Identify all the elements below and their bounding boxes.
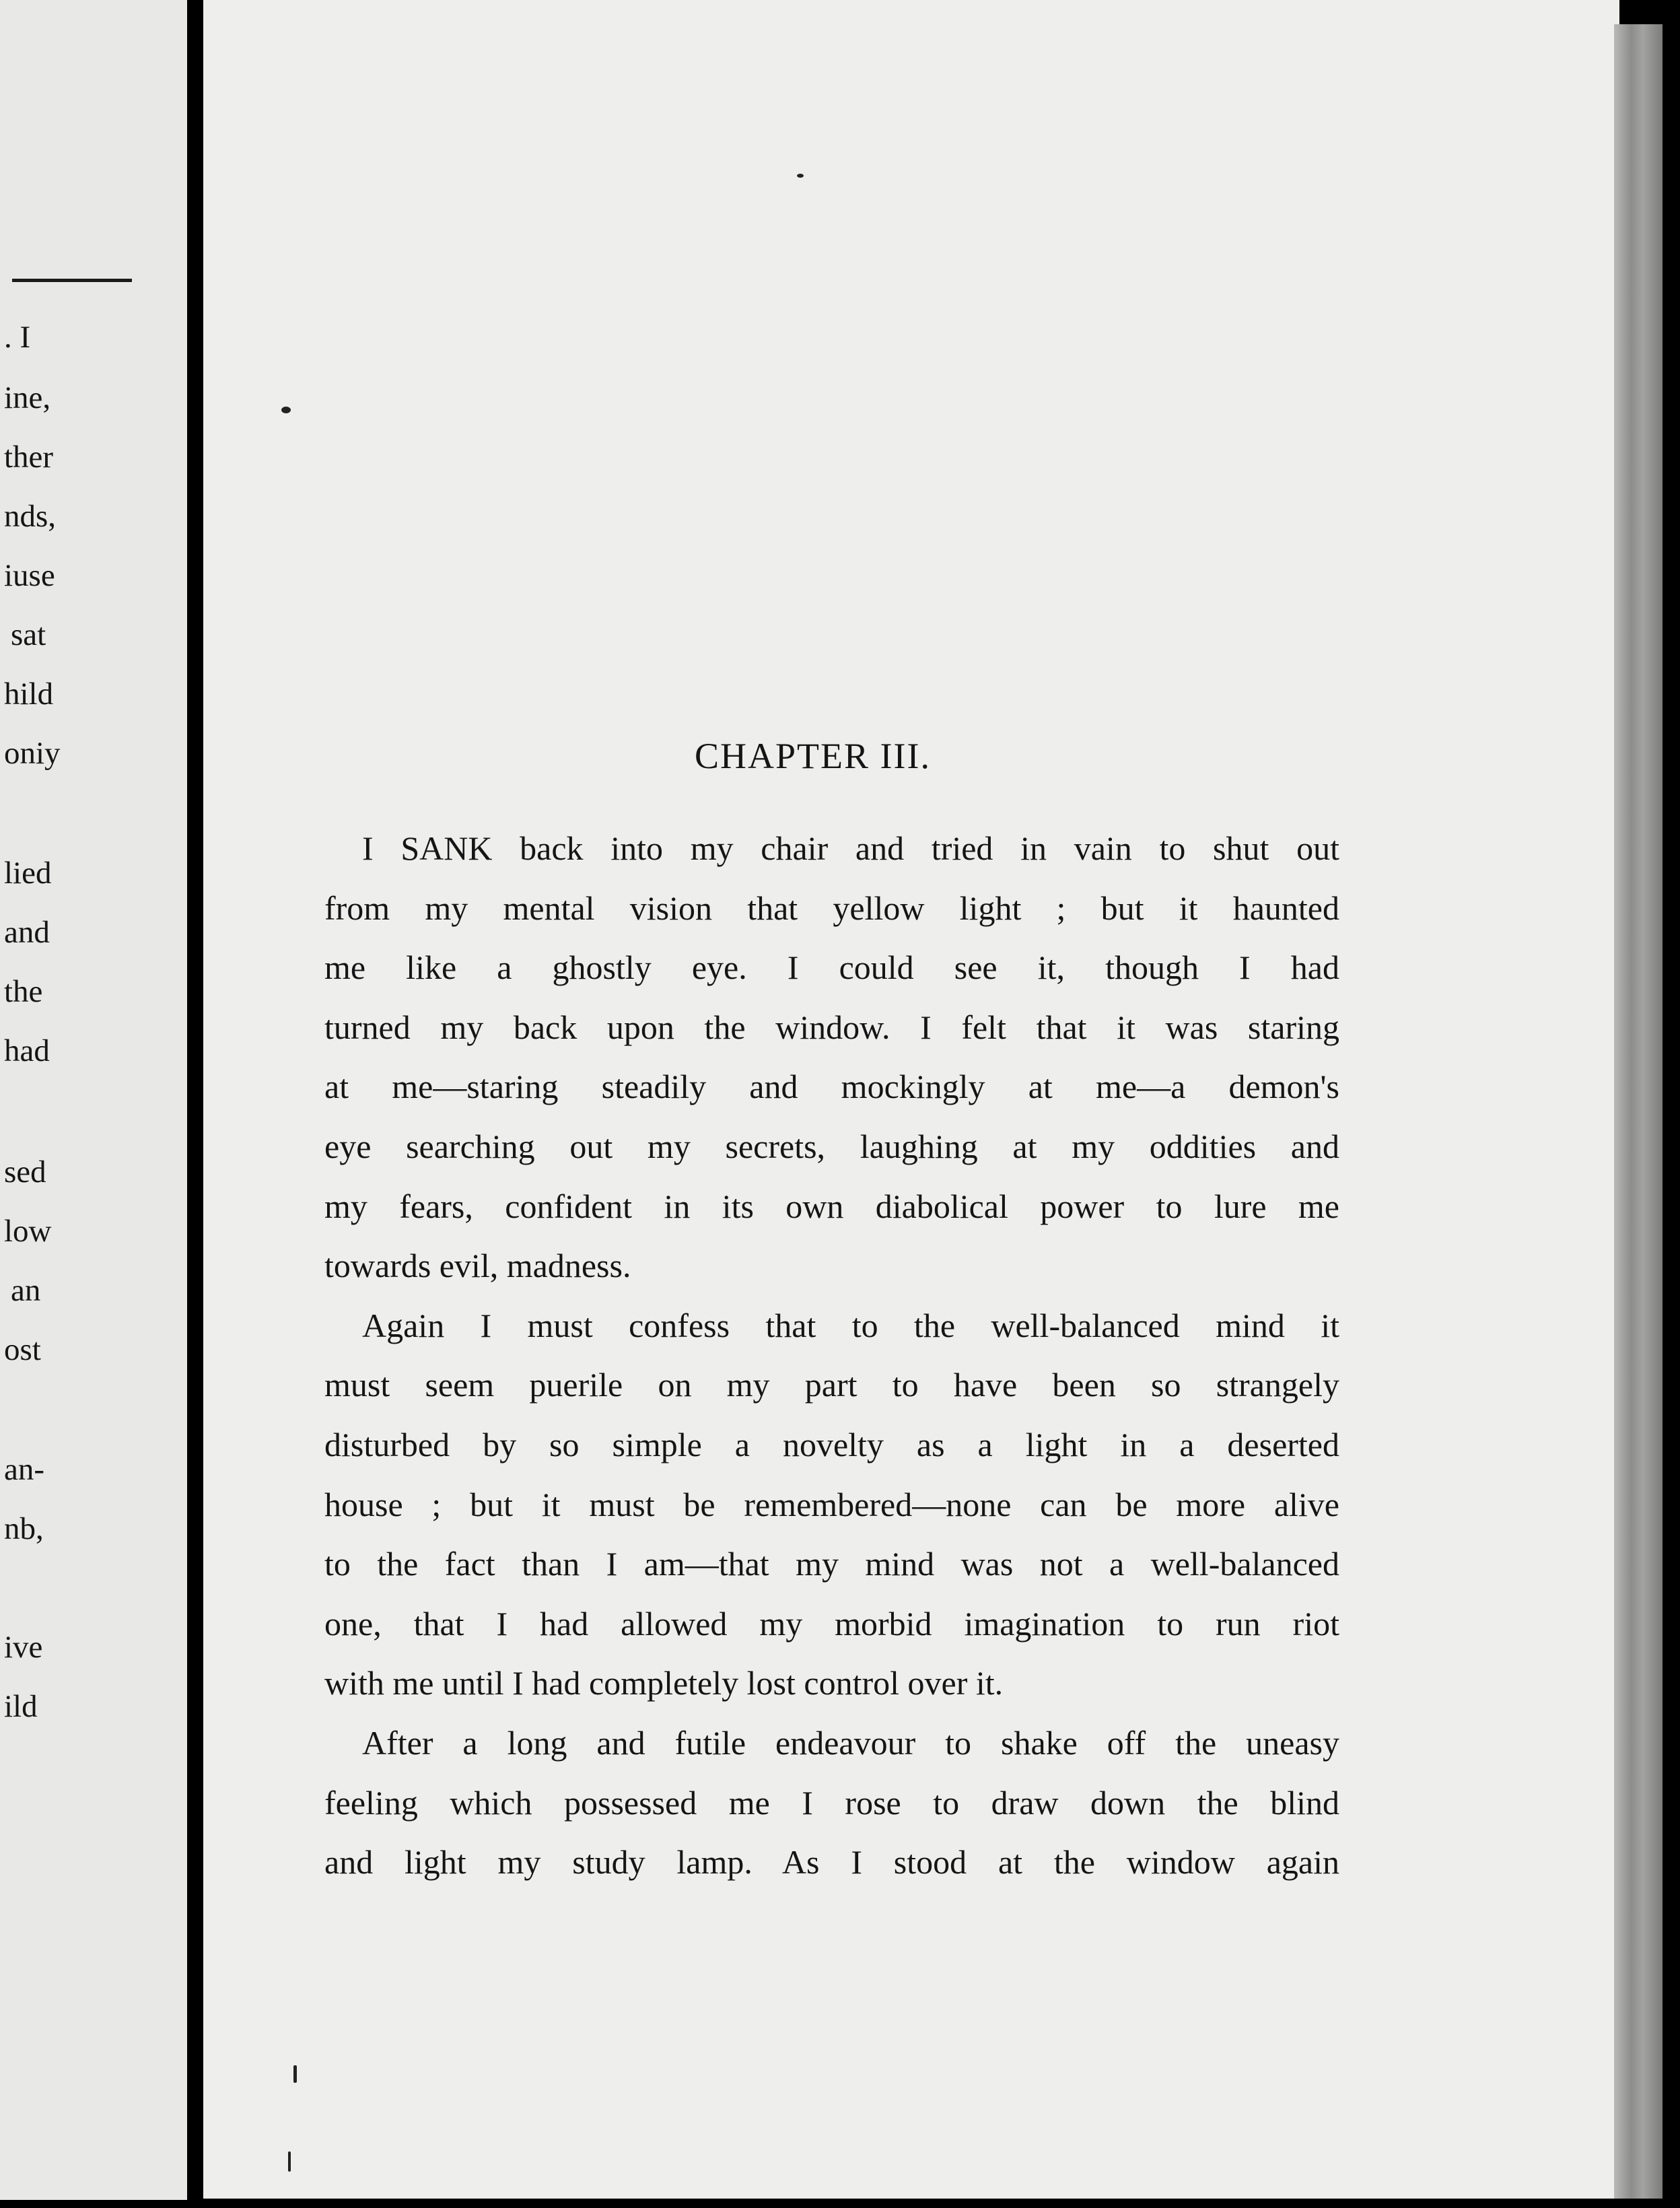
left-page-line: ild [4, 1689, 38, 1724]
text-line: me like a ghostly eye. I could see it, though I had [324, 948, 1339, 987]
left-page-line: oniy [4, 736, 61, 771]
left-page-fragment [0, 0, 187, 2200]
book-gutter [187, 0, 203, 2208]
text-line: at me—staring steadily and mockingly at me—a demon's [324, 1068, 1339, 1106]
print-speck [293, 2065, 297, 2083]
text-line: After a long and futile endeavour to shake off the uneasy [362, 1723, 1339, 1762]
chapter-body [324, 819, 1339, 1892]
left-page-line: hild [4, 677, 54, 712]
left-page-line: ost [4, 1332, 41, 1367]
left-page-line: iuse [4, 558, 55, 593]
print-speck [281, 407, 291, 413]
text-line: house ; but it must be remembered—none can be more alive [324, 1485, 1339, 1523]
text-line: must seem puerile on my part to have been so strangely [324, 1366, 1339, 1404]
text-line: from my mental vision that yellow light ; but it haunted [324, 889, 1339, 927]
left-page-line: nds, [4, 499, 57, 534]
left-page-rule [12, 279, 132, 282]
chapter-heading: CHAPTER III. [695, 736, 931, 776]
text-line: turned my back upon the window. I felt that it was staring [324, 1008, 1339, 1046]
left-page-line: ive [4, 1630, 43, 1665]
left-page-line: ther [4, 440, 54, 475]
left-page-line: the [4, 974, 43, 1009]
text-line: my fears, confident in its own diabolical power to lure me [324, 1187, 1339, 1225]
print-speck [797, 174, 804, 178]
text-line: Again I must confess that to the well-balanced mind it [362, 1306, 1339, 1344]
left-page-line: had [4, 1033, 50, 1068]
left-page-line: . I [4, 320, 31, 355]
print-speck [288, 2151, 291, 2172]
left-page-line: an- [4, 1452, 45, 1487]
text-line: and light my study lamp. As I stood at the window again [324, 1843, 1339, 1882]
text-line: to the fact than I am—that my mind was not a well-balanced [324, 1545, 1339, 1583]
left-page-line: and [4, 915, 50, 950]
text-line: one, that I had allowed my morbid imagination to run riot [324, 1604, 1339, 1643]
left-page-line: sat [11, 617, 46, 652]
text-line: towards evil, madness. [324, 1247, 631, 1285]
text-line: feeling which possessed me I rose to draw down the blind [324, 1783, 1339, 1822]
text-line: I SANK back into my chair and tried in vain to shut out [362, 829, 1339, 867]
text-line: with me until I had completely lost control over it. [324, 1664, 1004, 1702]
text-line: eye searching out my secrets, laughing at my oddities and [324, 1127, 1339, 1165]
left-page-line: lied [4, 856, 52, 891]
text-line: disturbed by so simple a novelty as a light in a deserted [324, 1425, 1339, 1463]
paragraph [324, 819, 1339, 1296]
paragraph [324, 1713, 1339, 1892]
left-page-line: sed [4, 1154, 46, 1189]
paragraph [324, 1296, 1339, 1713]
left-page-line: an [11, 1273, 41, 1308]
left-page-line: low [4, 1214, 52, 1249]
page-edge-shadow [1614, 24, 1663, 2199]
left-page-line: nb, [4, 1511, 44, 1546]
left-page-line: ine, [4, 380, 51, 415]
